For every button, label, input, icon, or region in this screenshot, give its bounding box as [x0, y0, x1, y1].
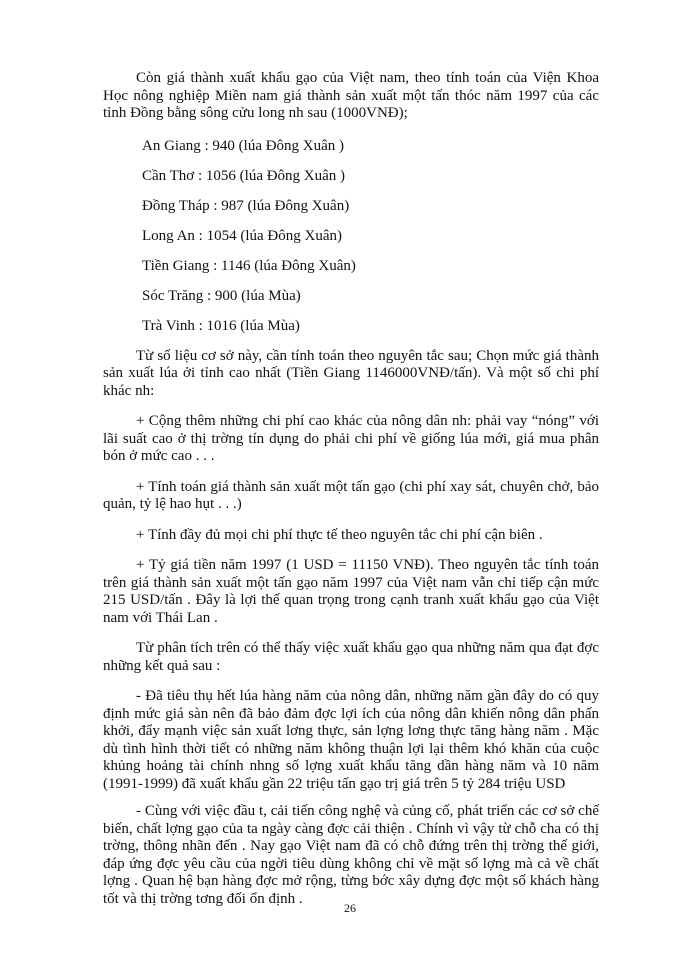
result-item-2: - Cùng với việc đầu t, cải tiến công nghệ và củng cố, phát triển các cơ sở chế biến, chất lợng gạo của ta ngày càng đợc cải thiện . Chính vì vậy từ chỗ cha có thị trờng, thông nhãn đến . Nay gạo Việt nam đã có chỗ đứng trên thị trờng thế giới, đáp ứng đợc yêu cầu của ngời tiêu dùng không chỉ về mặt số lợng mà cả về chất lợng . Quan hệ bạn hàng đợc mở rộng, từng bớc xây dựng đợc một số khách hàng tốt và thị trờng tơng đối ổn định .: [103, 803, 599, 907]
basis-paragraph: Từ số liệu cơ sở này, cần tính toán theo nguyên tắc sau; Chọn mức giá thành sản xuất lúa ởi tỉnh cao nhất (Tiền Giang 1146000VNĐ/tấn). Và một số chi phí khác nh:: [103, 347, 599, 399]
spacer: [103, 400, 599, 413]
spacer: [103, 123, 599, 138]
plus-item-3: + Tính đầy đủ mọi chi phí thực tế theo nguyên tắc chi phí cận biên .: [136, 526, 543, 543]
province-cost-list: [103, 138, 599, 348]
page-number: 26: [344, 901, 356, 915]
analysis-paragraph: Từ phân tích trên có thể thấy việc xuất khẩu gạo qua những năm qua đạt đợc những kết quả sau :: [103, 640, 599, 674]
plus-item-2: + Tính toán giá thành sản xuất một tấn gạo (chi phí xay sát, chuyên chở, bảo quản, tỷ lệ hao hụt . . .): [103, 478, 599, 512]
spacer: [103, 466, 599, 479]
intro-paragraph: Còn giá thành xuất khẩu gạo của Việt nam, theo tính toán của Viện Khoa Học nông nghiệp Miền nam giá thành sản xuất một tấn thóc năm 1997 của các tỉnh Đồng bằng sông cửu long nh sau (1000VNĐ);: [103, 70, 599, 121]
province-cost-tien-giang: Tiền Giang : 1146 (lúa Đông Xuân): [142, 257, 356, 274]
spacer: [103, 627, 599, 640]
spacer: [103, 544, 599, 557]
spacer: [103, 793, 599, 803]
spacer: [103, 514, 599, 527]
province-cost-can-tho: Cần Thơ : 1056 (lúa Đông Xuân ): [142, 167, 346, 184]
province-cost-tra-vinh: Trà Vinh : 1016 (lúa Mùa): [142, 317, 300, 334]
province-cost-an-giang: An Giang : 940 (lúa Đông Xuân ): [142, 137, 345, 154]
plus-item-1: + Cộng thêm những chi phí cao khác của nông dân nh: phải vay “nóng” với lãi suất cao ở thị trờng tín dụng do phải chi phí về giống lúa mới, giá mua phân bón ở mức cao . . .: [103, 413, 599, 464]
province-cost-soc-trang: Sóc Trăng : 900 (lúa Mùa): [142, 287, 301, 304]
province-cost-long-an: Long An : 1054 (lúa Đông Xuân): [142, 227, 342, 244]
result-item-1: - Đã tiêu thụ hết lúa hàng năm của nông dân, những năm gần đây do có quy định mức giá sàn nên đã bảo đảm đợc lợi ích của nông dân khiến nông dân phấn khởi, đẩy mạnh việc sản xuất lơng thực, sản lợng lơng thực tăng hàng năm . Mặc dù tình hình thời tiết có những năm không thuận lợi lại thêm khó khăn của cuộc khủng hoảng tài chính nhng số lợng xuất khẩu tăng dần hàng năm và 10 năm (1991-1999) đã xuất khẩu gần 22 triệu tấn gạo trị giá trên 5 tỷ 284 triệu USD: [103, 688, 599, 792]
spacer: [103, 675, 599, 688]
page-body: [103, 70, 599, 908]
plus-item-4: + Tỷ giá tiền năm 1997 (1 USD = 11150 VNĐ). Theo nguyên tắc tính toán trên giá thành sản xuất một tấn gạo năm 1997 của Việt nam vẫn chỉ tiếp cận mức 215 USD/tấn . Đây là lợi thế quan trọng trong cạnh tranh xuất khẩu gạo của Việt nam với Thái Lan .: [103, 557, 599, 626]
province-cost-dong-thap: Đồng Tháp : 987 (lúa Đông Xuân): [142, 197, 350, 214]
